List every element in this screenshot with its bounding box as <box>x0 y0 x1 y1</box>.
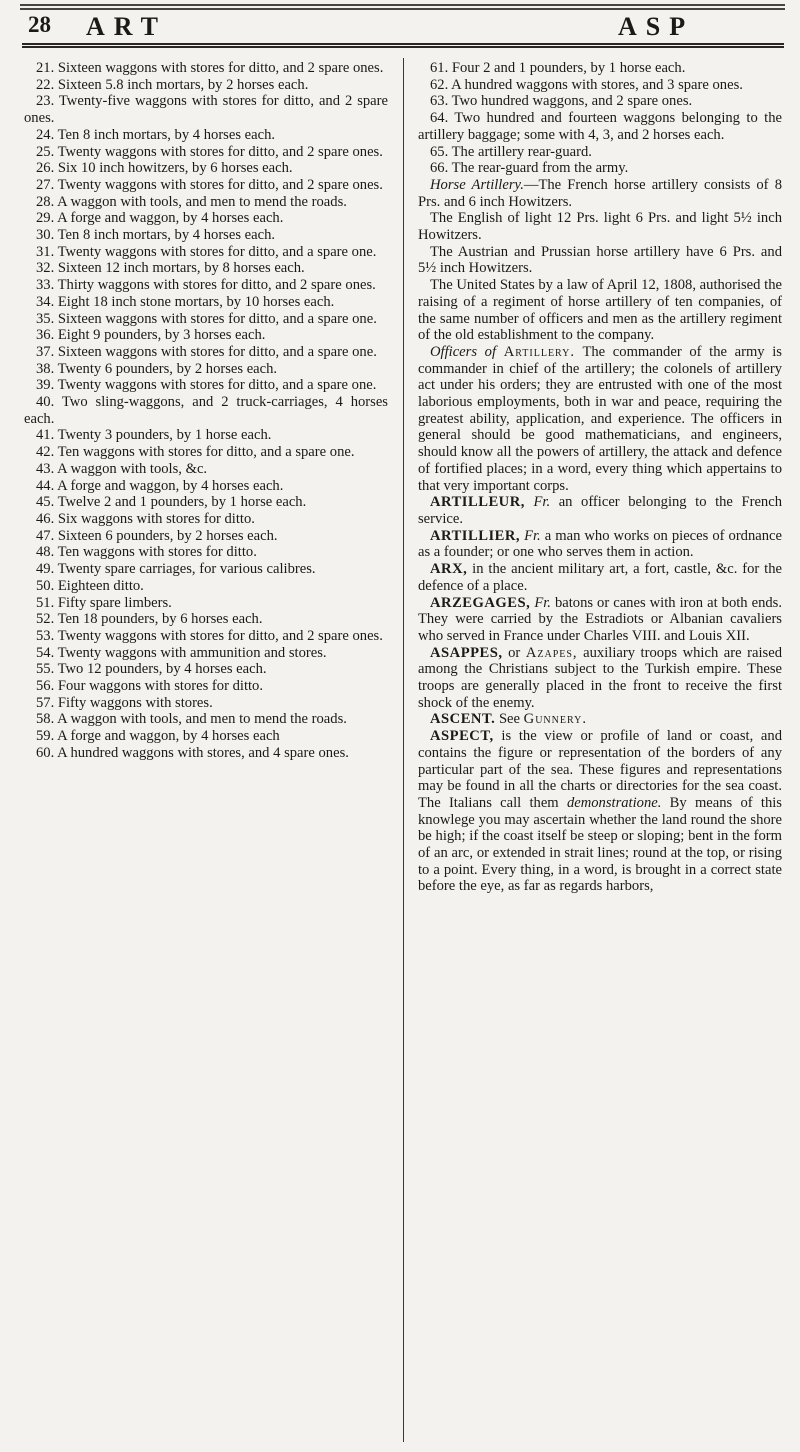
list-item: 30. Ten 8 inch mortars, by 4 horses each. <box>36 227 276 244</box>
list-item: 24. Ten 8 inch mortars, by 4 horses each. <box>36 126 276 143</box>
list-item: 54. Twenty waggons with ammunition and stores. <box>36 644 327 661</box>
entry-artilleur: ARTILLEUR, Fr. an officer belonging to the French service. <box>418 494 783 527</box>
list-item: 44. A forge and waggon, by 4 horses each. <box>36 477 284 494</box>
list-item: 52. Ten 18 pounders, by 6 horses each. <box>36 611 263 628</box>
list-item: 64. Two hundred and fourteen waggons belonging to the artillery baggage; some with 4, 3, and 2 horses each. <box>418 110 782 143</box>
entry-arx: ARX, in the ancient military art, a fort, castle, &c. for the defence of a place. <box>418 561 782 594</box>
list-item: 33. Thirty waggons with stores for ditto, and 2 spare ones. <box>36 277 376 294</box>
list-item: 60. A hundred waggons with stores, and 4 spare ones. <box>36 744 349 761</box>
entry-ascent: ASCENT. See Gunnery. <box>430 711 587 728</box>
list-item: 46. Six waggons with stores for ditto. <box>36 510 255 527</box>
austrian-paragraph: The Austrian and Prussian horse artillery have 6 Prs. and 5½ inch Howitzers. <box>418 243 782 277</box>
entry-arzegages: ARZEGAGES, Fr. batons or canes with iron at both ends. They were carried by the Estradiots or Albanian cavaliers who served in France under Charles VIII. and Louis XII. <box>418 594 782 644</box>
header-double-rule <box>22 43 784 48</box>
list-item: 27. Twenty waggons with stores for ditto, and 2 spare ones. <box>36 176 383 193</box>
list-item: 48. Ten waggons with stores for ditto. <box>36 544 257 561</box>
list-item: 32. Sixteen 12 inch mortars, by 8 horses each. <box>36 260 305 277</box>
list-item: 29. A forge and waggon, by 4 horses each. <box>36 210 284 227</box>
list-item: 39. Twenty waggons with stores for ditto, and a spare one. <box>36 377 377 394</box>
list-item: 37. Sixteen waggons with stores for ditto, and a spare one. <box>36 343 377 360</box>
list-item: 26. Six 10 inch howitzers, by 6 horses each. <box>36 160 293 177</box>
list-item: 49. Twenty spare carriages, for various calibres. <box>36 561 316 578</box>
list-item: 61. Four 2 and 1 pounders, by 1 horse each. <box>430 60 686 76</box>
left-column <box>24 60 388 762</box>
list-item: 53. Twenty waggons with stores for ditto, and 2 spare ones. <box>36 627 383 644</box>
united-states-paragraph: The United States by a law of April 12, 1808, authorised the raising of a regiment of horse artillery of ten companies, of the same number of officers and men as the artillery regiment of the old establishment to the company. <box>418 277 782 344</box>
list-item: 55. Two 12 pounders, by 4 horses each. <box>36 661 267 678</box>
list-item: 66. The rear-guard from the army. <box>430 160 629 177</box>
page-number: 28 <box>28 12 51 37</box>
horse-artillery-paragraph: Horse Artillery.—The French horse artillery consists of 8 Prs. and 6 inch Howitzers. <box>418 176 782 210</box>
list-item: 51. Fifty spare limbers. <box>36 594 172 611</box>
list-item: 35. Sixteen waggons with stores for ditto, and a spare one. <box>36 310 377 327</box>
horse-artillery-heading: Horse Artillery. <box>430 176 524 193</box>
english-paragraph: The English of light 12 Prs. light 6 Prs. and light 5½ inch Howitzers. <box>418 210 782 244</box>
entry-artillier: ARTILLIER, Fr. a man who works on pieces of ordnance as a founder; or one who serves them in action. <box>418 527 782 561</box>
list-item: 36. Eight 9 pounders, by 3 horses each. <box>36 327 266 344</box>
list-item: 63. Two hundred waggons, and 2 spare ones. <box>430 93 693 110</box>
list-item: 62. A hundred waggons with stores, and 3 spare ones. <box>430 76 743 93</box>
list-item: 58. A waggon with tools, and men to mend the roads. <box>36 711 347 728</box>
list-item: 43. A waggon with tools, &c. <box>36 460 208 477</box>
list-item: 65. The artillery rear-guard. <box>430 143 592 160</box>
list-item: 41. Twenty 3 pounders, by 1 horse each. <box>36 427 272 444</box>
list-item: 28. A waggon with tools, and men to mend the roads. <box>36 193 347 210</box>
officers-heading: Artillery. <box>503 343 576 360</box>
top-ornamental-rule <box>20 4 785 10</box>
entry-aspect: ASPECT, is the view or profile of land or coast, and contains the figure or representation of the borders of any particular part of the sea. These figures and representations may be found in all the charts or directories for the sea coast. The Italians call them demonstratione. By means of this knowlege you may ascertain whether the land round the shore be high; if the coast itself be steep or sloping; bent in the form of an arc, or extended in strait lines; round at the top, or rising to a point. Every thing, in a word, is brought in a correct state before the eye, as far as regards harbors, <box>418 728 783 895</box>
right-column <box>418 60 782 895</box>
list-item: 22. Sixteen 5.8 inch mortars, by 2 horses each. <box>36 76 309 93</box>
list-item: 31. Twenty waggons with stores for ditto, and a spare one. <box>36 243 377 260</box>
list-item: 42. Ten waggons with stores for ditto, and a spare one. <box>36 444 355 461</box>
list-item: 57. Fifty waggons with stores. <box>36 694 213 711</box>
list-item: 56. Four waggons with stores for ditto. <box>36 678 264 695</box>
column-divider <box>403 58 404 1442</box>
list-item: 59. A forge and waggon, by 4 horses each <box>36 728 280 745</box>
list-item: 40. Two sling-waggons, and 2 truck-carriages, 4 horses each. <box>24 394 388 427</box>
list-item: 50. Eighteen ditto. <box>36 577 144 594</box>
list-item: 45. Twelve 2 and 1 pounders, by 1 horse each. <box>36 494 307 511</box>
entry-asappes: ASAPPES, or Azapes, auxiliary troops which are raised among the Christians subject to the Turkish empire. These troops are generally placed in the front to receive the first shock of the enemy. <box>418 644 783 711</box>
right-running-head: ASP <box>618 12 695 41</box>
list-item: 47. Sixteen 6 pounders, by 2 horses each. <box>36 527 278 544</box>
list-item: 23. Twenty-five waggons with stores for ditto, and 2 spare ones. <box>24 93 388 127</box>
list-item: 21. Sixteen waggons with stores for ditto, and 2 spare ones. <box>36 60 384 76</box>
list-item: 38. Twenty 6 pounders, by 2 horses each. <box>36 360 278 377</box>
left-running-head: ART <box>86 12 167 41</box>
list-item: 34. Eight 18 inch stone mortars, by 10 horses each. <box>36 293 335 310</box>
list-item: 25. Twenty waggons with stores for ditto, and 2 spare ones. <box>36 143 383 160</box>
officers-paragraph: Officers of Artillery. The commander of the army is commander in chief of the artillery; the colonels of artillery act under his orders; they are entrusted with one of the most laborious employments, both in war and peace, requiring the greatest ability, application, and experience. The officers in general should be good mathematicians, and engineers, should know all the powers of artillery, the attack and defence of fortified places; in a word, every thing which appertains to that very important corps. <box>418 343 782 494</box>
